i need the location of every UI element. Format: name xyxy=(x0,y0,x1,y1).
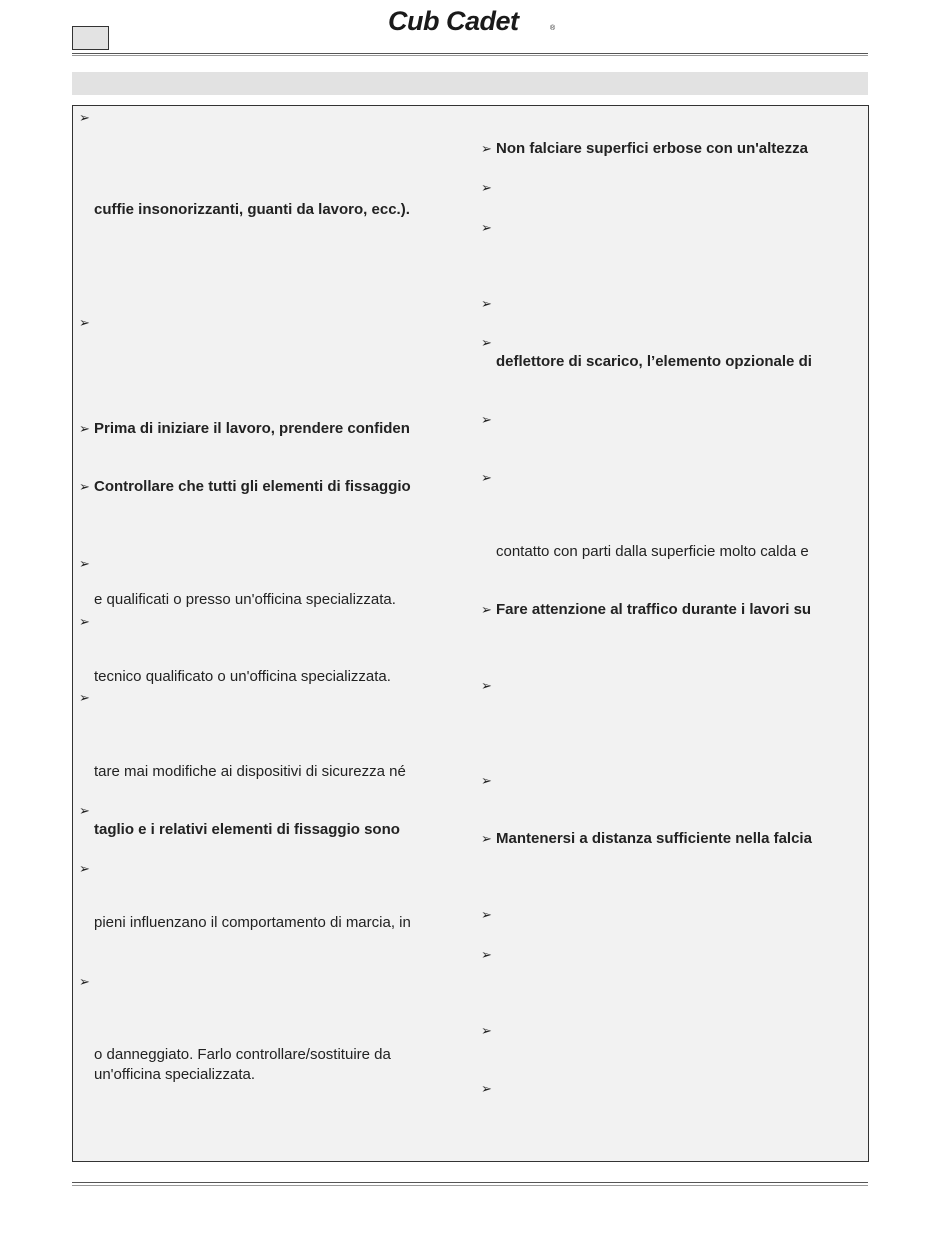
bullet-arrow-icon: ➢ xyxy=(79,803,90,818)
page-number-box xyxy=(72,26,109,50)
bullet-arrow-icon: ➢ xyxy=(481,831,492,846)
left-text-line: cuffie insonorizzanti, guanti da lavoro, ecc.). xyxy=(94,201,410,218)
bullet-arrow-icon: ➢ xyxy=(79,110,90,125)
left-text-line: tare mai modifiche ai dispositivi di sicurezza né xyxy=(94,763,406,780)
section-title-bar xyxy=(72,72,868,95)
bullet-arrow-icon: ➢ xyxy=(481,220,492,235)
right-text-line: deflettore di scarico, l’elemento opzionale di xyxy=(496,353,812,370)
left-text-line: taglio e i relativi elementi di fissaggio sono xyxy=(94,821,400,838)
svg-text:Cub Cadet: Cub Cadet xyxy=(388,6,519,36)
right-text-line: Mantenersi a distanza sufficiente nella falcia xyxy=(496,830,812,847)
bullet-arrow-icon: ➢ xyxy=(79,556,90,571)
bullet-arrow-icon: ➢ xyxy=(481,296,492,311)
footer-rule xyxy=(72,1182,868,1186)
left-text-line: e qualificati o presso un'officina specializzata. xyxy=(94,591,396,608)
bullet-arrow-icon: ➢ xyxy=(79,974,90,989)
right-text-line: Non falciare superfici erbose con un'altezza xyxy=(496,140,808,157)
left-text-line: o danneggiato. Farlo controllare/sostituire da xyxy=(94,1046,391,1063)
left-text-line: un'officina specializzata. xyxy=(94,1066,256,1083)
svg-text:®: ® xyxy=(550,25,556,32)
bullet-arrow-icon: ➢ xyxy=(481,947,492,962)
bullet-arrow-icon: ➢ xyxy=(481,773,492,788)
bullet-arrow-icon: ➢ xyxy=(79,861,90,876)
bullet-arrow-icon: ➢ xyxy=(79,421,90,436)
bullet-arrow-icon: ➢ xyxy=(481,141,492,156)
brand-logo xyxy=(386,2,562,38)
left-text-line: Prima di iniziare il lavoro, prendere confiden xyxy=(94,420,410,437)
bullet-arrow-icon: ➢ xyxy=(79,614,90,629)
left-text-line: Controllare che tutti gli elementi di fissaggio xyxy=(94,478,411,495)
bullet-arrow-icon: ➢ xyxy=(481,335,492,350)
bullet-arrow-icon: ➢ xyxy=(79,315,90,330)
bullet-arrow-icon: ➢ xyxy=(79,479,90,494)
right-text-line: Fare attenzione al traffico durante i lavori su xyxy=(496,601,812,618)
bullet-arrow-icon: ➢ xyxy=(481,180,492,195)
right-text-line: contatto con parti dalla superficie molto calda e xyxy=(496,543,809,560)
header-rule xyxy=(72,53,868,56)
bullet-arrow-icon: ➢ xyxy=(481,602,492,617)
bullet-arrow-icon: ➢ xyxy=(79,690,90,705)
bullet-arrow-icon: ➢ xyxy=(481,1081,492,1096)
safety-content-box xyxy=(72,105,869,1162)
left-text-line: pieni influenzano il comportamento di marcia, in xyxy=(94,914,411,931)
bullet-arrow-icon: ➢ xyxy=(481,412,492,427)
bullet-arrow-icon: ➢ xyxy=(481,470,492,485)
left-text-line: tecnico qualificato o un'officina specializzata. xyxy=(94,668,391,685)
bullet-arrow-icon: ➢ xyxy=(481,907,492,922)
bullet-arrow-icon: ➢ xyxy=(481,1023,492,1038)
bullet-arrow-icon: ➢ xyxy=(481,678,492,693)
